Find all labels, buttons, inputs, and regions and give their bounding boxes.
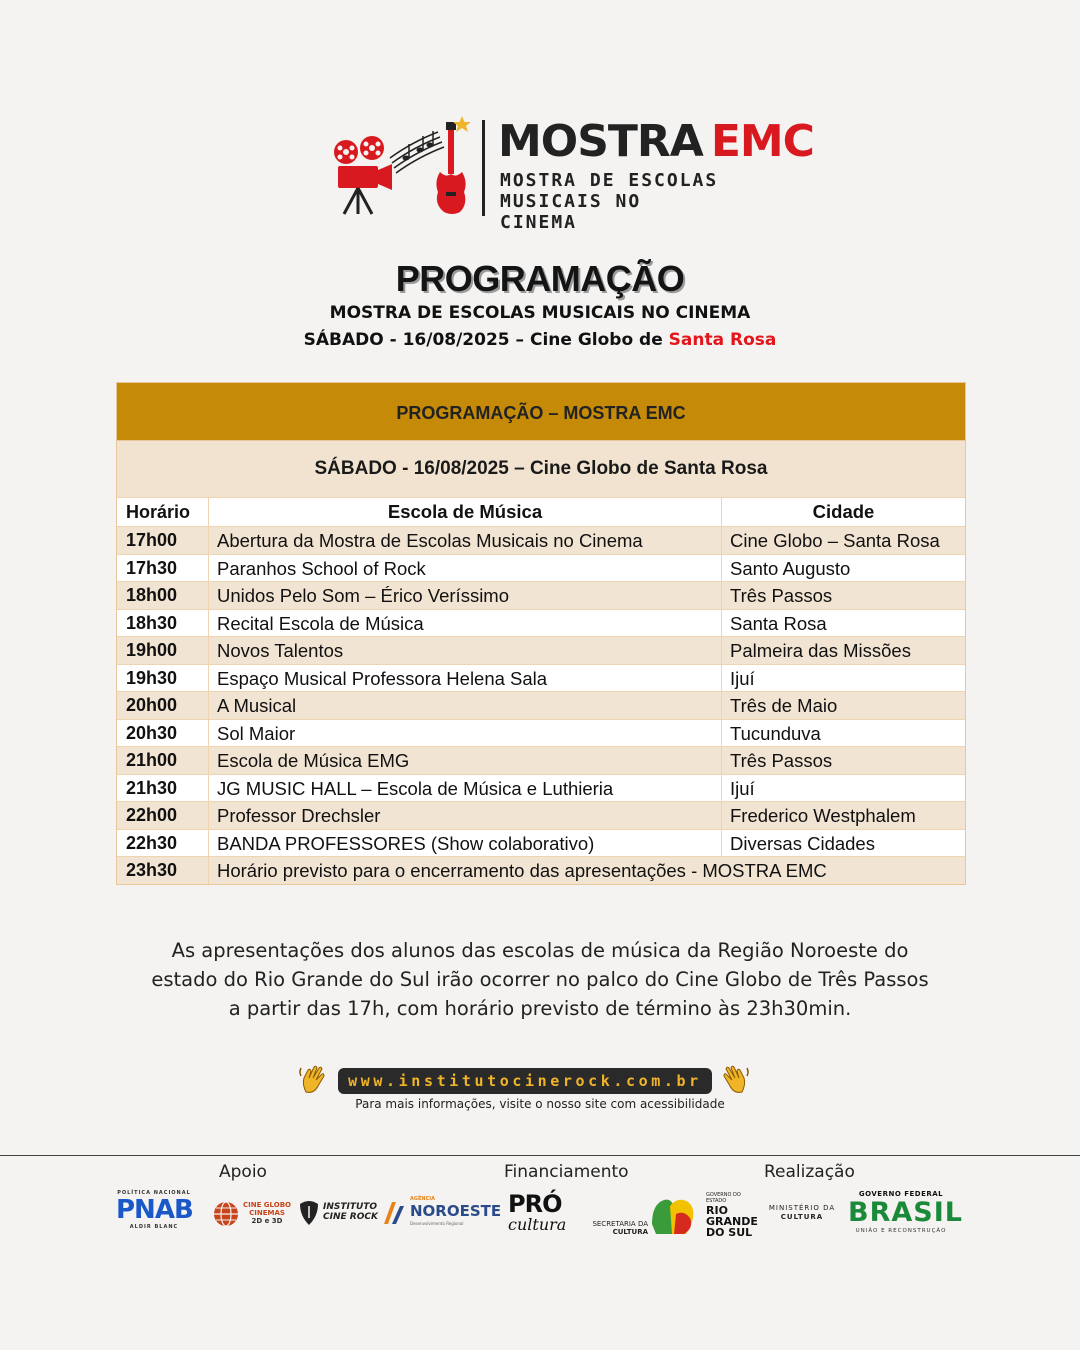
row-city: Três de Maio bbox=[730, 695, 838, 716]
agencia-noroeste-logo: AGÊNCIA NOROESTE Desenvolvimento Regional bbox=[382, 1196, 490, 1230]
row-time: 23h30 bbox=[117, 857, 209, 884]
row-city: Santa Rosa bbox=[730, 612, 827, 634]
row-city: Tucunduva bbox=[730, 722, 821, 744]
table-header-row bbox=[117, 497, 965, 526]
instituto-cine-rock-logo: INSTITUTO CINE ROCK bbox=[298, 1198, 378, 1228]
row-time: 17h00 bbox=[117, 527, 209, 554]
schedule-table bbox=[116, 382, 966, 885]
row-school: Abertura da Mostra de Escolas Musicais no Cinema bbox=[209, 527, 722, 554]
table-row bbox=[117, 554, 965, 582]
row-school: Escola de Música EMG bbox=[209, 747, 722, 774]
governo-federal-logo: GOVERNO FEDERAL BRASIL UNIÃO E RECONSTRUÇÃO bbox=[848, 1190, 963, 1234]
row-time: 21h30 bbox=[117, 775, 209, 802]
pro-cultura-logo: PRÓ cultura bbox=[508, 1190, 567, 1234]
sign-language-icon bbox=[716, 1062, 750, 1098]
row-time: 20h00 bbox=[117, 692, 209, 719]
event-dateline bbox=[0, 330, 1080, 350]
governo-rs-logo: GOVERNO DO ESTADO RIO GRANDE DO SUL bbox=[650, 1192, 760, 1240]
mostra-emc-logo bbox=[330, 112, 814, 233]
cine-globo-logo: CINE GLOBO CINEMAS 2D e 3D bbox=[212, 1198, 294, 1228]
table-row bbox=[117, 526, 965, 554]
ministerio-cultura-logo: MINISTÉRIO DA CULTURA bbox=[768, 1204, 836, 1221]
website-link[interactable]: www.institutocinerock.com.br bbox=[338, 1068, 712, 1094]
row-school: Sol Maior bbox=[209, 720, 722, 747]
event-subtitle: MOSTRA DE ESCOLAS MUSICAIS NO CINEMA bbox=[329, 303, 751, 323]
row-school: A Musical bbox=[209, 692, 722, 719]
row-school: Paranhos School of Rock bbox=[209, 555, 722, 582]
header-time: Horário bbox=[117, 498, 209, 526]
logo-divider bbox=[482, 120, 485, 216]
pnab-logo: POLÍTICA NACIONAL PNAB ALDIR BLANC bbox=[116, 1190, 193, 1230]
header-city: Cidade bbox=[812, 501, 875, 522]
noroeste-mark-icon bbox=[382, 1200, 408, 1226]
row-city: Diversas Cidades bbox=[730, 832, 875, 854]
row-time: 17h30 bbox=[117, 555, 209, 582]
row-time: 19h00 bbox=[117, 637, 209, 664]
row-time: 18h00 bbox=[117, 582, 209, 609]
table-row bbox=[117, 636, 965, 664]
guitar-pick-icon bbox=[298, 1200, 320, 1226]
row-school: Recital Escola de Música bbox=[209, 610, 722, 637]
row-city: Três Passos bbox=[730, 585, 833, 606]
row-city: Santo Augusto bbox=[730, 557, 851, 579]
cinema-guitar-icon bbox=[330, 112, 470, 222]
event-description: As apresentações dos alunos das escolas de música da Região Noroeste do estado do Rio Grande do Sul irão ocorrer no palco do Cine Globo de Três Passos a partir das 17h, com horário previsto de término às 23h30min. bbox=[151, 939, 929, 1020]
support-label: Apoio bbox=[219, 1162, 267, 1182]
table-row bbox=[117, 581, 965, 609]
row-school: Professor Drechsler bbox=[209, 802, 722, 829]
logo-title bbox=[498, 116, 814, 168]
row-school: BANDA PROFESSORES (Show colaborativo) bbox=[209, 830, 722, 857]
table-row bbox=[117, 664, 965, 692]
row-time: 20h30 bbox=[117, 720, 209, 747]
logo-subtitle bbox=[500, 170, 730, 233]
row-city: Ijuí bbox=[730, 667, 755, 689]
row-city: Cine Globo – Santa Rosa bbox=[730, 530, 940, 551]
table-title: PROGRAMAÇÃO – MOSTRA EMC bbox=[117, 383, 965, 440]
logo-subtitle-line2: MUSICAIS NO CINEMA bbox=[500, 191, 642, 233]
row-time: 22h00 bbox=[117, 802, 209, 829]
table-row bbox=[117, 801, 965, 829]
logo-title-mostra: MOSTRA bbox=[498, 116, 703, 167]
table-date-row: SÁBADO - 16/08/2025 – Cine Globo de Santa Rosa bbox=[117, 440, 965, 497]
website-note: Para mais informações, visite o nosso site com acessibilidade bbox=[355, 1097, 725, 1111]
page-title: PROGRAMAÇÃO bbox=[395, 258, 685, 299]
globe-icon bbox=[212, 1200, 240, 1228]
header-school: Escola de Música bbox=[209, 498, 722, 526]
row-city: Palmeira das Missões bbox=[730, 640, 911, 661]
table-row bbox=[117, 719, 965, 747]
realization-label: Realização bbox=[764, 1162, 855, 1182]
sign-language-icon bbox=[298, 1062, 332, 1098]
table-row bbox=[117, 746, 965, 774]
dateline-city: Santa Rosa bbox=[668, 330, 777, 350]
logo-subtitle-line1: MOSTRA DE ESCOLAS bbox=[500, 170, 719, 191]
funding-label: Financiamento bbox=[504, 1162, 629, 1182]
row-school: Novos Talentos bbox=[209, 637, 722, 664]
table-row bbox=[117, 609, 965, 637]
rs-emblem-icon bbox=[650, 1194, 702, 1238]
row-school: Espaço Musical Professora Helena Sala bbox=[209, 665, 722, 692]
row-city: Ijuí bbox=[730, 777, 755, 799]
logo-title-emc: EMC bbox=[710, 116, 814, 167]
row-school: Unidos Pelo Som – Érico Veríssimo bbox=[209, 582, 722, 609]
row-city: Três Passos bbox=[730, 750, 833, 771]
sponsors-footer bbox=[0, 1155, 1080, 1350]
row-school: Horário previsto para o encerramento das apresentações - MOSTRA EMC bbox=[217, 860, 827, 881]
table-row bbox=[117, 856, 965, 884]
row-time: 22h30 bbox=[117, 830, 209, 857]
secretaria-cultura-logo: SECRETARIA DA CULTURA bbox=[592, 1220, 648, 1236]
table-row bbox=[117, 829, 965, 857]
row-school: JG MUSIC HALL – Escola de Música e Luthieria bbox=[209, 775, 722, 802]
dateline-prefix: SÁBADO - 16/08/2025 – Cine Globo de bbox=[303, 330, 669, 350]
table-row bbox=[117, 774, 965, 802]
row-time: 18h30 bbox=[117, 610, 209, 637]
table-row bbox=[117, 691, 965, 719]
row-time: 21h00 bbox=[117, 747, 209, 774]
row-time: 19h30 bbox=[117, 665, 209, 692]
row-city: Frederico Westphalem bbox=[730, 805, 916, 826]
